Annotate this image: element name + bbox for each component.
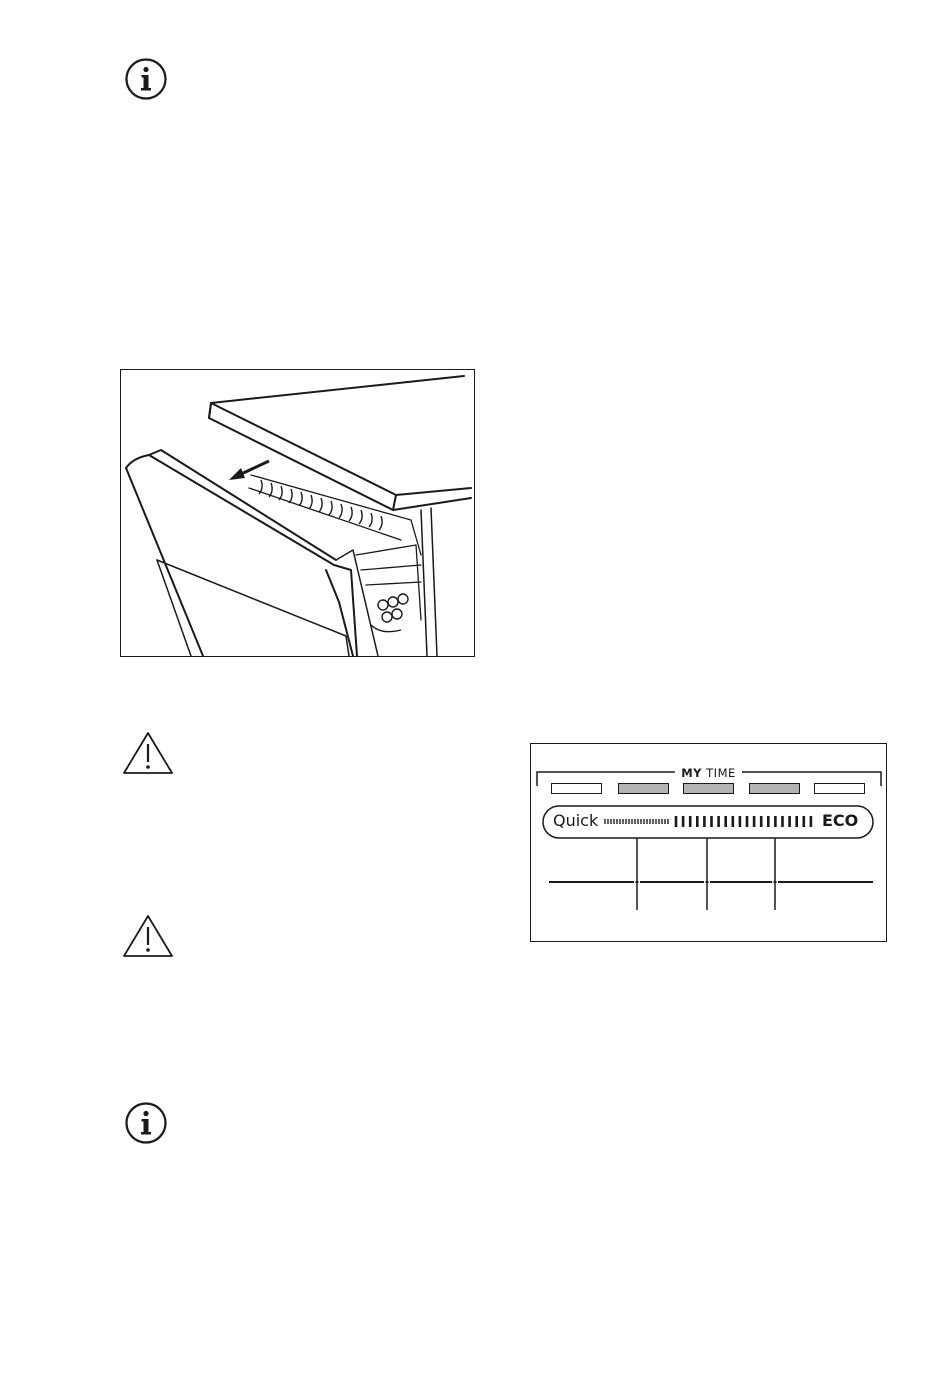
my-time-panel-figure [530,743,887,942]
dishwasher-door-open-illustration [121,370,474,656]
info-icon [124,1101,168,1145]
eco-label: ECO [822,811,859,830]
installation-figure [120,369,475,657]
warning-icon [122,731,174,775]
info-icon [124,57,168,101]
panel-title-bold: MY [681,766,702,780]
arrow-icon [229,461,269,480]
panel-title-rest: TIME [706,766,736,780]
my-time-segment [814,783,865,794]
my-time-segment [551,783,602,794]
quick-label: Quick [553,811,599,830]
my-time-segment [749,783,800,794]
panel-title [531,762,886,781]
my-time-segment [618,783,669,794]
warning-icon [122,914,174,958]
my-time-segment [683,783,734,794]
